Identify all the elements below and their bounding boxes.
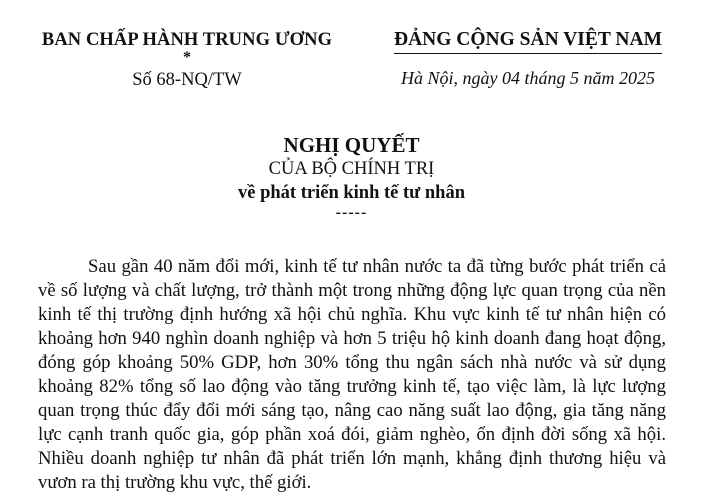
document-topic: về phát triển kinh tế tư nhân	[238, 183, 465, 203]
issuing-organization: BAN CHẤP HÀNH TRUNG ƯƠNG	[41, 30, 333, 50]
document-title-block	[0, 132, 703, 220]
document-title: NGHỊ QUYẾT	[283, 133, 420, 157]
issuing-authority-block	[22, 28, 352, 93]
place-and-date: Hà Nội, ngày 04 tháng 5 năm 2025	[401, 68, 655, 88]
body-paragraph: Sau gần 40 năm đổi mới, kinh tế tư nhân nước ta đã từng bước phát triển cả về số lượng và chất lượng, trở thành một trong những động lực quan trọng của nền kinh tế thị trường định hướng xã hội chủ nghĩa. Khu vực kinh tế tư nhân hiện có khoảng hơn 940 nghìn doanh nghiệp và hơn 5 triệu hộ kinh doanh đang hoạt động, đóng góp khoảng 50% GDP, hơn 30% tổng thu ngân sách nhà nước và sử dụng khoảng 82% tổng số lao động vào tăng trưởng kinh tế, tạo việc làm, là lực lượng quan trọng thúc đẩy đổi mới sáng tạo, nâng cao năng suất lao động, gia tăng năng lực cạnh tranh quốc gia, góp phần xoá đói, giảm nghèo, ổn định đời sống xã hội. Nhiều doanh nghiệp tư nhân đã phát triển lớn mạnh, khẳng định thương hiệu và vươn ra thị trường khu vực, thế giới.	[38, 256, 666, 493]
document-number: Số 68-NQ/TW	[132, 70, 242, 90]
title-separator: -----	[335, 204, 368, 221]
party-header-block	[378, 28, 678, 90]
party-name: ĐẢNG CỘNG SẢN VIỆT NAM	[394, 28, 662, 54]
document-issuer: CỦA BỘ CHÍNH TRỊ	[268, 159, 435, 179]
star-separator: *	[183, 49, 191, 66]
